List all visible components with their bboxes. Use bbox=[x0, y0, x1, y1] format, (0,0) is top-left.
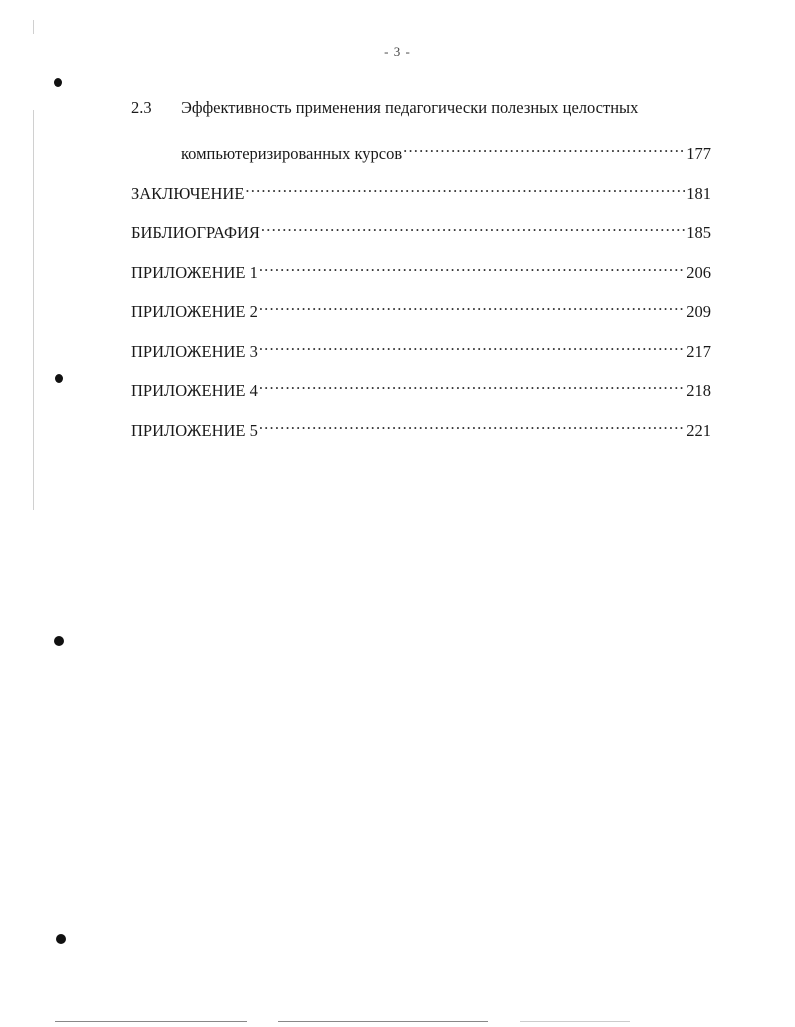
toc-section-heading bbox=[131, 96, 711, 135]
dot-leader bbox=[245, 175, 685, 199]
binding-hole-mark bbox=[54, 78, 62, 87]
margin-line bbox=[33, 110, 34, 510]
entry-label: ПРИЛОЖЕНИЕ 2 bbox=[131, 302, 258, 321]
page-ref: 206 bbox=[686, 262, 711, 282]
toc-entry-appendix-3 bbox=[131, 333, 711, 373]
dot-leader bbox=[403, 135, 685, 159]
binding-hole-mark bbox=[54, 636, 64, 646]
dot-leader bbox=[259, 372, 685, 396]
entry-label: ПРИЛОЖЕНИЕ 5 bbox=[131, 420, 258, 440]
toc-entry-appendix-4 bbox=[131, 372, 711, 412]
section-number: 2.3 bbox=[131, 98, 152, 117]
page-ref: 177 bbox=[686, 144, 711, 163]
page-ref: 185 bbox=[686, 223, 711, 242]
page-ref: 181 bbox=[686, 183, 711, 203]
section-title-line1: Эффективность применения педагогически полезных целостных bbox=[181, 98, 639, 117]
page-number: - 3 - bbox=[384, 44, 411, 59]
entry-label: ЗАКЛЮЧЕНИЕ bbox=[131, 183, 245, 203]
entry-label: ПРИЛОЖЕНИЕ 3 bbox=[131, 341, 258, 361]
dot-leader bbox=[259, 412, 685, 436]
margin-mark bbox=[33, 20, 34, 34]
scan-edge-rule bbox=[278, 1021, 488, 1022]
entry-label: ПРИЛОЖЕНИЕ 4 bbox=[131, 381, 258, 400]
page-ref: 221 bbox=[686, 420, 711, 440]
scan-edge-rule bbox=[520, 1021, 630, 1022]
dot-leader bbox=[261, 214, 685, 238]
toc-entry bbox=[131, 135, 711, 175]
dot-leader bbox=[259, 333, 685, 357]
dot-leader bbox=[259, 293, 685, 317]
binding-hole-mark bbox=[55, 374, 63, 383]
page-ref: 217 bbox=[686, 341, 711, 361]
binding-hole-mark bbox=[56, 934, 66, 944]
toc-entry-appendix-1 bbox=[131, 254, 711, 294]
scan-edge-rule bbox=[55, 1021, 247, 1022]
toc-entry-conclusion bbox=[131, 175, 711, 215]
entry-label: ПРИЛОЖЕНИЕ 1 bbox=[131, 262, 258, 282]
dot-leader bbox=[259, 254, 685, 278]
page-ref: 209 bbox=[686, 302, 711, 321]
page-ref: 218 bbox=[686, 381, 711, 400]
toc-entry-appendix-2 bbox=[131, 293, 711, 333]
toc-entry-bibliography bbox=[131, 214, 711, 254]
toc-entry-appendix-5 bbox=[131, 412, 711, 452]
table-of-contents bbox=[131, 96, 711, 451]
section-title-line2: компьютеризированных курсов bbox=[181, 144, 403, 163]
entry-label: БИБЛИОГРАФИЯ bbox=[131, 223, 260, 242]
